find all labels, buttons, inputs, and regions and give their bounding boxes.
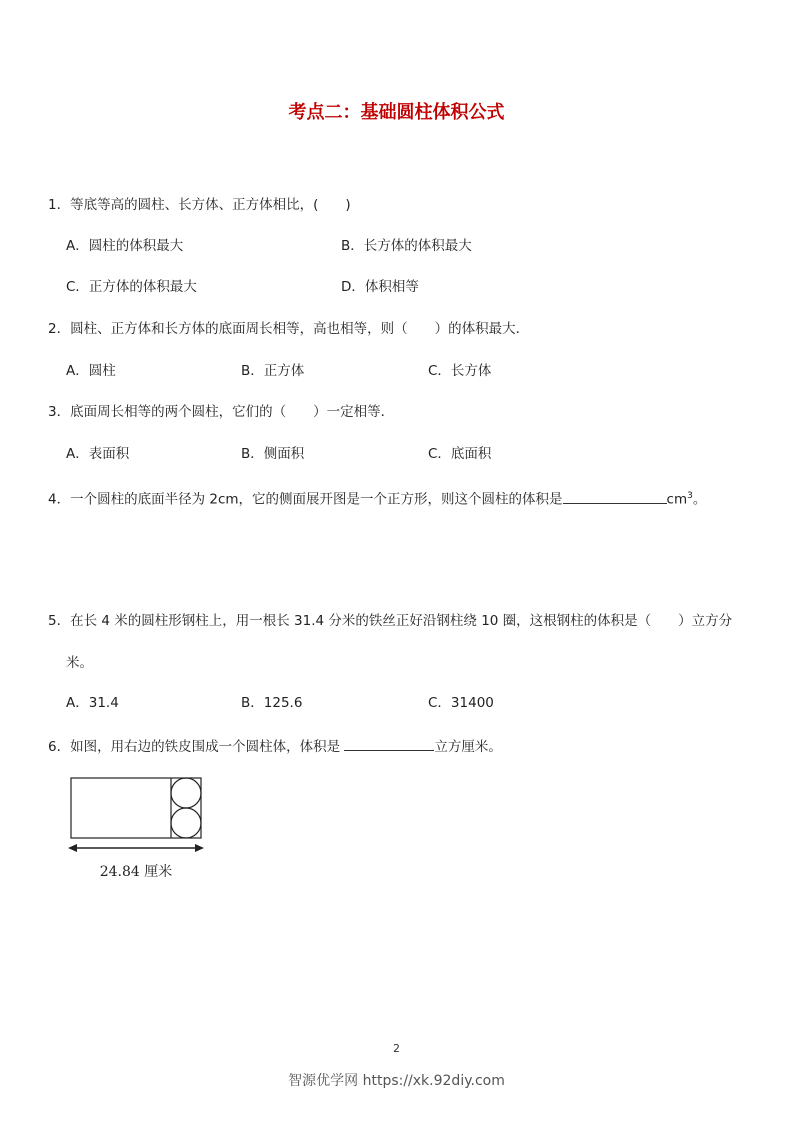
answer-blank[interactable] (563, 489, 667, 504)
question-4-end: 。 (692, 491, 707, 508)
question-4-unit: cm (666, 491, 688, 508)
question-1-option-b: B．长方体的体积最大 (341, 238, 472, 254)
question-2-stem: 2．圆柱、正方体和长方体的底面周长相等，高也相等，则（ ）的体积最大． (48, 321, 530, 337)
figure-dimension-label: 24.84 厘米 (99, 864, 173, 880)
question-2-option-a: A．圆柱 (66, 363, 116, 379)
question-3-option-a: A．表面积 (66, 446, 130, 462)
question-2-option-c: C．长方体 (428, 363, 492, 379)
question-1-stem: 1．等底等高的圆柱、长方体、正方体相比，( ) (48, 197, 351, 213)
question-4 (48, 486, 706, 510)
question-5-stem-line-1: 5．在长 4 米的圆柱形钢柱上，用一根长 31.4 分米的铁丝正好沿钢柱绕 10 圈，这根钢柱的体积是（ ）立方分 (48, 613, 733, 629)
question-1-option-c: C．正方体的体积最大 (66, 279, 197, 295)
page-number: 2 (393, 1042, 400, 1055)
question-1-option-d: D．体积相等 (341, 279, 419, 295)
question-4-stem: 4．一个圆柱的底面半径为 2cm，它的侧面展开图是一个正方形，则这个圆柱的体积是 (48, 491, 563, 508)
question-3-option-b: B．侧面积 (241, 446, 305, 462)
question-2-option-b: B．正方体 (241, 363, 305, 379)
iron-sheet-figure (64, 772, 209, 884)
question-5-option-b: B．125.6 (241, 695, 303, 711)
question-5-option-c: C．31400 (428, 695, 494, 711)
question-6-stem: 6．如图，用右边的铁皮围成一个圆柱体，体积是 (48, 739, 341, 755)
question-5-option-a: A．31.4 (66, 695, 119, 711)
question-1-option-a: A．圆柱的体积最大 (66, 238, 184, 254)
page-title: 考点二：基础圆柱体积公式 (288, 102, 505, 123)
arrow-right-icon (195, 844, 204, 852)
question-3-option-c: C．底面积 (428, 446, 492, 462)
question-4-unit-superscript: 3 (687, 491, 693, 501)
question-3-stem: 3．底面周长相等的两个圆柱，它们的（ ）一定相等． (48, 404, 395, 420)
footer-watermark: 智源优学网 https://xk.92diy.com (288, 1073, 505, 1089)
circle-bottom (171, 808, 201, 838)
question-6 (48, 736, 502, 757)
question-6-end: 立方厘米。 (434, 739, 502, 755)
sheet-rectangle (71, 778, 201, 838)
answer-blank[interactable] (344, 736, 434, 751)
arrow-left-icon (68, 844, 77, 852)
circle-top (171, 778, 201, 808)
question-5-stem-line-2: 米。 (66, 655, 93, 671)
